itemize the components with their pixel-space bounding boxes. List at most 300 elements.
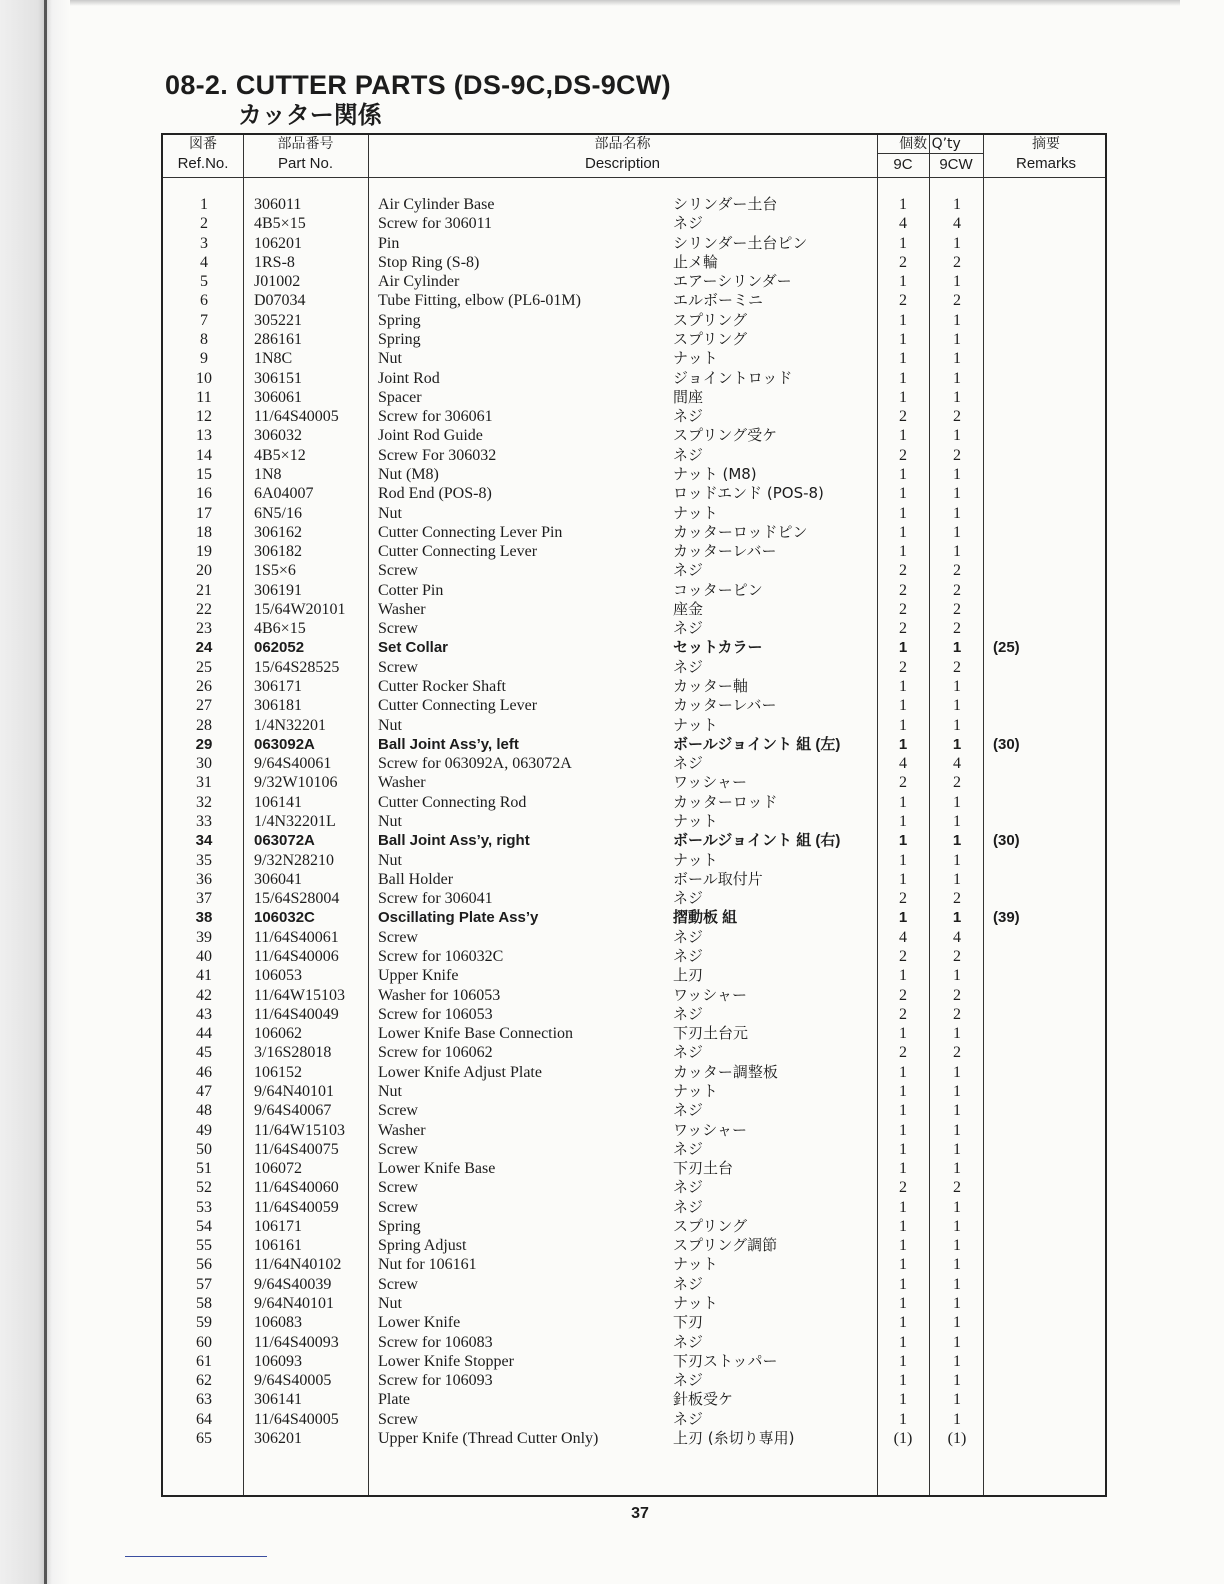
description: Cotter Pin bbox=[378, 581, 444, 599]
table-row bbox=[163, 986, 1109, 1005]
qty-9c: 1 bbox=[899, 465, 907, 483]
description: Oscillating Plate Ass’y bbox=[378, 909, 539, 927]
description-jp: 下刃 bbox=[673, 1313, 704, 1332]
ref-number: 6 bbox=[200, 292, 208, 310]
ref-number: 45 bbox=[196, 1044, 212, 1062]
ref-number: 61 bbox=[196, 1352, 212, 1370]
qty-9cw: 1 bbox=[953, 1295, 961, 1313]
header-ref-jp: 図番 bbox=[189, 136, 217, 152]
description-jp: コッターピン bbox=[673, 580, 763, 599]
qty-9cw: 1 bbox=[953, 465, 961, 483]
header-divider bbox=[163, 177, 1105, 178]
table-row bbox=[163, 619, 1109, 638]
ref-number: 15 bbox=[196, 465, 212, 483]
qty-9c: 1 bbox=[899, 427, 907, 445]
part-number: 306181 bbox=[254, 697, 302, 715]
qty-9c: 1 bbox=[899, 234, 907, 252]
ref-number: 50 bbox=[196, 1140, 212, 1158]
description: Spacer bbox=[378, 388, 422, 406]
qty-9c: 1 bbox=[899, 1198, 907, 1216]
description-jp: カッターレバー bbox=[673, 696, 777, 715]
description-jp: ネジ bbox=[673, 889, 704, 908]
qty-9c: 1 bbox=[899, 504, 907, 522]
ref-number: 29 bbox=[195, 735, 213, 753]
description-jp: カッター軸 bbox=[673, 677, 748, 696]
table-row bbox=[163, 908, 1109, 927]
table-row bbox=[163, 754, 1109, 773]
part-number: 9/32W10106 bbox=[254, 774, 338, 792]
part-number: 286161 bbox=[254, 330, 302, 348]
description: Upper Knife bbox=[378, 967, 459, 985]
description: Screw for 106083 bbox=[378, 1333, 493, 1351]
description-jp: ネジ bbox=[673, 1197, 704, 1216]
remarks: (30) bbox=[993, 832, 1020, 850]
description-jp: ネジ bbox=[673, 1101, 704, 1120]
ref-number: 14 bbox=[196, 446, 212, 464]
part-number: 11/64S40006 bbox=[254, 947, 339, 965]
part-number: D07034 bbox=[254, 292, 306, 310]
description-jp: ネジ bbox=[673, 619, 704, 638]
table-row bbox=[163, 234, 1109, 253]
description: Screw for 306011 bbox=[378, 215, 493, 233]
part-number: 306011 bbox=[254, 196, 302, 213]
page-number: 37 bbox=[631, 1505, 649, 1522]
ref-number: 16 bbox=[196, 485, 212, 503]
description: Lower Knife Base Connection bbox=[378, 1025, 574, 1043]
part-number: 305221 bbox=[254, 311, 302, 329]
description: Washer bbox=[378, 1121, 426, 1139]
qty-9cw: 1 bbox=[953, 388, 961, 406]
part-number: 1N8 bbox=[254, 465, 282, 483]
description: Screw bbox=[378, 1275, 418, 1293]
qty-9cw: 1 bbox=[953, 697, 961, 715]
part-number: 11/64W15103 bbox=[254, 986, 345, 1004]
part-number: 11/64S40075 bbox=[254, 1140, 339, 1158]
ref-number: 3 bbox=[200, 234, 208, 252]
qty-9cw: 1 bbox=[952, 909, 962, 927]
qty-9cw: 2 bbox=[953, 600, 961, 618]
table-row bbox=[163, 947, 1109, 966]
part-number: 3/16S28018 bbox=[254, 1044, 332, 1062]
part-number: 9/64S40005 bbox=[254, 1372, 332, 1390]
table-row bbox=[163, 291, 1109, 310]
ref-number: 39 bbox=[196, 928, 212, 946]
ref-number: 62 bbox=[196, 1372, 212, 1390]
table-row bbox=[163, 696, 1109, 715]
description: Cutter Connecting Lever Pin bbox=[378, 523, 563, 541]
part-number: J01002 bbox=[254, 273, 301, 291]
description: Nut bbox=[378, 1082, 402, 1100]
qty-9c: 2 bbox=[899, 253, 907, 271]
qty-9c: 1 bbox=[899, 851, 907, 869]
description-jp: ナット bbox=[673, 812, 718, 830]
qty-9c: 4 bbox=[899, 928, 907, 946]
qty-9cw: (1) bbox=[947, 1430, 967, 1447]
description: Screw bbox=[378, 1140, 418, 1158]
qty-9c: 1 bbox=[899, 1063, 907, 1081]
qty-9cw: 2 bbox=[953, 562, 961, 580]
qty-9c: (1) bbox=[893, 1430, 913, 1447]
description-jp: ナット bbox=[673, 503, 718, 522]
ref-number: 24 bbox=[195, 639, 213, 657]
ref-number: 26 bbox=[196, 678, 212, 696]
description: Screw bbox=[378, 1410, 418, 1428]
description: Spring bbox=[378, 311, 421, 329]
part-number: 11/64S40049 bbox=[254, 1005, 339, 1023]
ref-number: 32 bbox=[196, 793, 212, 811]
ref-number: 53 bbox=[196, 1198, 212, 1216]
part-number: 306141 bbox=[254, 1391, 302, 1409]
table-row bbox=[163, 851, 1109, 870]
description: Screw bbox=[378, 1198, 418, 1216]
qty-9cw: 2 bbox=[953, 620, 961, 638]
qty-9c: 2 bbox=[899, 1179, 907, 1197]
part-number: 306151 bbox=[254, 369, 302, 387]
description: Upper Knife (Thread Cutter Only) bbox=[378, 1430, 599, 1447]
qty-9cw: 1 bbox=[953, 196, 961, 213]
ref-number: 12 bbox=[196, 408, 212, 426]
qty-9c: 1 bbox=[899, 1025, 907, 1043]
qty-9c: 1 bbox=[899, 1237, 907, 1255]
qty-9cw: 1 bbox=[953, 1333, 961, 1351]
ref-number: 36 bbox=[196, 870, 212, 888]
ref-number: 43 bbox=[196, 1005, 212, 1023]
description-jp: ロッドエンド (POS-8) bbox=[673, 484, 824, 503]
ref-number: 40 bbox=[196, 947, 212, 965]
qty-9cw: 1 bbox=[953, 504, 961, 522]
description: Lower Knife Base bbox=[378, 1160, 496, 1178]
header-qty-9cw: 9CW bbox=[939, 156, 973, 173]
qty-9cw: 2 bbox=[953, 253, 961, 271]
description-jp: ネジ bbox=[673, 1409, 704, 1428]
qty-9cw: 1 bbox=[953, 678, 961, 696]
qty-9c: 1 bbox=[899, 388, 907, 406]
qty-9c: 2 bbox=[899, 292, 907, 310]
qty-9c: 1 bbox=[899, 716, 907, 734]
header-part-en: Part No. bbox=[277, 155, 334, 172]
description-jp: ネジ bbox=[673, 927, 704, 946]
part-number: 11/64S40060 bbox=[254, 1179, 339, 1197]
description-jp: 針板受ケ bbox=[673, 1390, 734, 1409]
qty-9cw: 1 bbox=[953, 485, 961, 503]
description: Nut bbox=[378, 813, 402, 830]
page-subtitle: カッター関係 bbox=[238, 101, 382, 129]
description: Ball Joint Ass’y, right bbox=[378, 832, 530, 850]
table-row bbox=[163, 1063, 1109, 1082]
page-title: 08-2. CUTTER PARTS (DS-9C,DS-9CW) bbox=[165, 70, 671, 100]
header-qty-9c: 9C bbox=[893, 156, 913, 173]
description: Nut (M8) bbox=[378, 465, 439, 483]
qty-9cw: 1 bbox=[952, 832, 962, 850]
part-number: 063092A bbox=[254, 735, 315, 753]
part-number: 306032 bbox=[254, 427, 302, 445]
description: Plate bbox=[378, 1391, 410, 1409]
parts-table bbox=[161, 133, 1107, 1497]
ref-number: 21 bbox=[196, 581, 212, 599]
description-jp: カッターロッド bbox=[673, 792, 778, 811]
qty-9c: 1 bbox=[899, 369, 907, 387]
ref-number: 37 bbox=[196, 890, 212, 908]
part-number: 1/4N32201L bbox=[254, 813, 336, 830]
description: Air Cylinder bbox=[378, 273, 460, 291]
qty-9c: 1 bbox=[898, 639, 908, 657]
qty-9c: 1 bbox=[899, 1295, 907, 1313]
ref-number: 64 bbox=[196, 1410, 212, 1428]
description: Washer bbox=[378, 774, 426, 792]
qty-9c: 1 bbox=[899, 311, 907, 329]
description: Tube Fitting, elbow (PL6-01M) bbox=[378, 292, 581, 310]
description-jp: ネジ bbox=[673, 1139, 704, 1158]
table-row bbox=[163, 1024, 1109, 1043]
description-jp: ボール取付片 bbox=[673, 869, 763, 888]
table-row bbox=[163, 600, 1109, 619]
description: Stop Ring (S-8) bbox=[378, 253, 480, 271]
ref-number: 18 bbox=[196, 523, 212, 541]
qty-9cw: 1 bbox=[953, 1410, 961, 1428]
remarks: (39) bbox=[993, 909, 1020, 927]
ref-number: 10 bbox=[196, 369, 212, 387]
qty-9c: 1 bbox=[899, 1256, 907, 1274]
qty-9cw: 1 bbox=[953, 350, 961, 368]
ref-number: 25 bbox=[196, 658, 212, 676]
qty-9cw: 1 bbox=[953, 1391, 961, 1409]
description-jp: エアーシリンダー bbox=[673, 272, 792, 291]
description-jp: ナット bbox=[673, 850, 718, 869]
qty-9c: 1 bbox=[899, 678, 907, 696]
header-remarks-jp: 摘要 bbox=[1032, 136, 1060, 152]
qty-9c: 1 bbox=[899, 697, 907, 715]
qty-9cw: 1 bbox=[953, 1314, 961, 1332]
description-jp: 座金 bbox=[673, 599, 704, 618]
table-row bbox=[163, 214, 1109, 233]
qty-9c: 2 bbox=[899, 1044, 907, 1062]
description-jp: シリンダー土台 bbox=[673, 195, 778, 213]
ref-number: 13 bbox=[196, 427, 212, 445]
ref-number: 22 bbox=[196, 600, 212, 618]
ref-number: 30 bbox=[196, 755, 212, 773]
qty-9c: 1 bbox=[899, 330, 907, 348]
qty-9cw: 2 bbox=[953, 408, 961, 426]
qty-9cw: 1 bbox=[953, 1063, 961, 1081]
qty-9c: 1 bbox=[899, 870, 907, 888]
description: Screw for 306041 bbox=[378, 890, 493, 908]
qty-9cw: 1 bbox=[953, 1140, 961, 1158]
qty-9c: 1 bbox=[899, 523, 907, 541]
ref-number: 48 bbox=[196, 1102, 212, 1120]
table-row bbox=[163, 677, 1109, 696]
description-jp: ネジ bbox=[673, 407, 704, 426]
qty-9cw: 1 bbox=[953, 813, 961, 830]
table-row bbox=[163, 581, 1109, 600]
ref-number: 60 bbox=[196, 1333, 212, 1351]
qty-9cw: 1 bbox=[953, 330, 961, 348]
description-jp: ボールジョイント 組 (左) bbox=[673, 735, 841, 753]
description-jp: ナット bbox=[673, 1081, 718, 1100]
qty-9c: 1 bbox=[899, 1391, 907, 1409]
description-jp: ネジ bbox=[673, 561, 704, 580]
ref-number: 19 bbox=[196, 543, 212, 561]
qty-9cw: 1 bbox=[953, 1275, 961, 1293]
description-jp: 下刃土台元 bbox=[673, 1024, 749, 1043]
description: Washer for 106053 bbox=[378, 986, 501, 1004]
table-row bbox=[163, 1294, 1109, 1313]
description: Cutter Connecting Lever bbox=[378, 543, 538, 561]
qty-9c: 2 bbox=[899, 658, 907, 676]
qty-9cw: 1 bbox=[952, 639, 962, 657]
qty-9cw: 2 bbox=[953, 581, 961, 599]
part-number: 11/64S40005 bbox=[254, 408, 339, 426]
table-row bbox=[163, 1410, 1109, 1429]
ref-number: 42 bbox=[196, 986, 212, 1004]
description: Screw for 106062 bbox=[378, 1044, 493, 1062]
part-number: 11/64S40059 bbox=[254, 1198, 339, 1216]
qty-9cw: 1 bbox=[953, 1352, 961, 1370]
table-row bbox=[163, 311, 1109, 330]
part-number: 106201 bbox=[254, 234, 302, 252]
description: Screw for 063092A, 063072A bbox=[378, 755, 572, 773]
qty-9cw: 1 bbox=[953, 273, 961, 291]
description-jp: ワッシャー bbox=[673, 773, 747, 792]
description-jp: ナット (M8) bbox=[673, 464, 757, 483]
qty-9cw: 1 bbox=[953, 523, 961, 541]
qty-9c: 1 bbox=[898, 909, 908, 927]
qty-9c: 4 bbox=[899, 215, 907, 233]
qty-9cw: 2 bbox=[953, 986, 961, 1004]
table-row bbox=[163, 966, 1109, 985]
description-jp: ワッシャー bbox=[673, 985, 747, 1004]
table-row bbox=[163, 1159, 1109, 1178]
description: Spring Adjust bbox=[378, 1237, 467, 1255]
description-jp: ジョイントロッド bbox=[673, 368, 793, 387]
qty-9cw: 1 bbox=[953, 369, 961, 387]
qty-9cw: 1 bbox=[953, 427, 961, 445]
ref-number: 47 bbox=[196, 1082, 212, 1100]
table-row bbox=[163, 1178, 1109, 1197]
table-row bbox=[163, 1140, 1109, 1159]
qty-9c: 2 bbox=[899, 620, 907, 638]
ref-number: 63 bbox=[196, 1391, 212, 1409]
description-jp: シリンダー土台ピン bbox=[673, 233, 808, 252]
qty-9cw: 1 bbox=[953, 967, 961, 985]
ref-number: 56 bbox=[196, 1256, 212, 1274]
part-number: 106152 bbox=[254, 1063, 302, 1081]
description-jp: ネジ bbox=[673, 657, 704, 676]
table-row bbox=[163, 1333, 1109, 1352]
qty-9c: 1 bbox=[899, 350, 907, 368]
header-desc-en: Description bbox=[584, 155, 661, 172]
ref-number: 58 bbox=[196, 1295, 212, 1313]
qty-9cw: 4 bbox=[953, 215, 961, 233]
table-row bbox=[163, 735, 1109, 754]
table-row bbox=[163, 1255, 1109, 1274]
table-row bbox=[163, 484, 1109, 503]
part-number: 106083 bbox=[254, 1314, 302, 1332]
part-number: 4B6×15 bbox=[254, 620, 306, 638]
description: Pin bbox=[378, 234, 400, 252]
qty-9c: 2 bbox=[899, 446, 907, 464]
ref-number: 4 bbox=[200, 253, 208, 271]
description: Nut bbox=[378, 504, 402, 522]
part-number: 15/64S28004 bbox=[254, 890, 340, 908]
part-number: 15/64S28525 bbox=[254, 658, 340, 676]
ref-number: 31 bbox=[196, 774, 212, 792]
part-number: 1N8C bbox=[254, 350, 293, 368]
description-jp: ナット bbox=[673, 715, 718, 734]
qty-9cw: 1 bbox=[953, 1160, 961, 1178]
ref-number: 52 bbox=[196, 1179, 212, 1197]
qty-9cw: 1 bbox=[953, 1121, 961, 1139]
qty-9cw: 1 bbox=[953, 1198, 961, 1216]
qty-9cw: 1 bbox=[953, 870, 961, 888]
description-jp: ネジ bbox=[673, 1332, 704, 1351]
table-row bbox=[163, 388, 1109, 407]
description-jp: ネジ bbox=[673, 445, 704, 464]
table-row bbox=[163, 253, 1109, 272]
description-jp: ナット bbox=[673, 1255, 718, 1274]
part-number: 063072A bbox=[254, 832, 315, 850]
header-ref-en: Ref.No. bbox=[177, 155, 229, 172]
ref-number: 28 bbox=[196, 716, 212, 734]
table-row bbox=[163, 1198, 1109, 1217]
description-jp: スプリング bbox=[673, 329, 748, 348]
table-row bbox=[163, 195, 1109, 214]
part-number: 306191 bbox=[254, 581, 302, 599]
qty-9c: 1 bbox=[898, 735, 908, 753]
qty-9cw: 2 bbox=[953, 292, 961, 310]
table-row bbox=[163, 1352, 1109, 1371]
description-jp: ネジ bbox=[673, 754, 704, 773]
description: Air Cylinder Base bbox=[378, 196, 495, 213]
qty-9c: 1 bbox=[899, 1314, 907, 1332]
part-number: 9/64S40067 bbox=[254, 1102, 332, 1120]
part-number: 306162 bbox=[254, 523, 302, 541]
table-row bbox=[163, 716, 1109, 735]
table-row bbox=[163, 812, 1109, 831]
description: Nut bbox=[378, 851, 402, 869]
qty-9cw: 2 bbox=[953, 1044, 961, 1062]
description: Screw bbox=[378, 1102, 418, 1120]
qty-9c: 1 bbox=[899, 1102, 907, 1120]
description-jp: ナット bbox=[673, 1294, 718, 1313]
qty-9c: 1 bbox=[899, 1410, 907, 1428]
ref-number: 9 bbox=[200, 350, 208, 368]
qty-9cw: 1 bbox=[953, 1237, 961, 1255]
table-row bbox=[163, 504, 1109, 523]
header-desc-jp: 部品名称 bbox=[594, 136, 651, 152]
part-number: 106161 bbox=[254, 1237, 302, 1255]
description-jp: カッターレバー bbox=[673, 542, 777, 561]
description-jp: 摺動板 組 bbox=[673, 909, 738, 927]
table-row bbox=[163, 928, 1109, 947]
table-row bbox=[163, 330, 1109, 349]
description-jp: セットカラー bbox=[673, 639, 763, 657]
ref-number: 44 bbox=[196, 1025, 212, 1043]
remarks: (25) bbox=[993, 639, 1020, 657]
qty-9cw: 2 bbox=[953, 890, 961, 908]
part-number: 11/64S40005 bbox=[254, 1410, 339, 1428]
description-jp: ネジ bbox=[673, 946, 704, 965]
part-number: 106072 bbox=[254, 1160, 302, 1178]
description: Screw bbox=[378, 620, 418, 638]
table-row bbox=[163, 1275, 1109, 1294]
part-number: 9/64S40039 bbox=[254, 1275, 332, 1293]
ref-number: 11 bbox=[196, 388, 212, 406]
qty-9cw: 1 bbox=[953, 234, 961, 252]
description: Rod End (POS-8) bbox=[378, 485, 492, 503]
table-row bbox=[163, 638, 1109, 657]
description: Joint Rod Guide bbox=[378, 427, 483, 445]
description: Spring bbox=[378, 1217, 421, 1235]
